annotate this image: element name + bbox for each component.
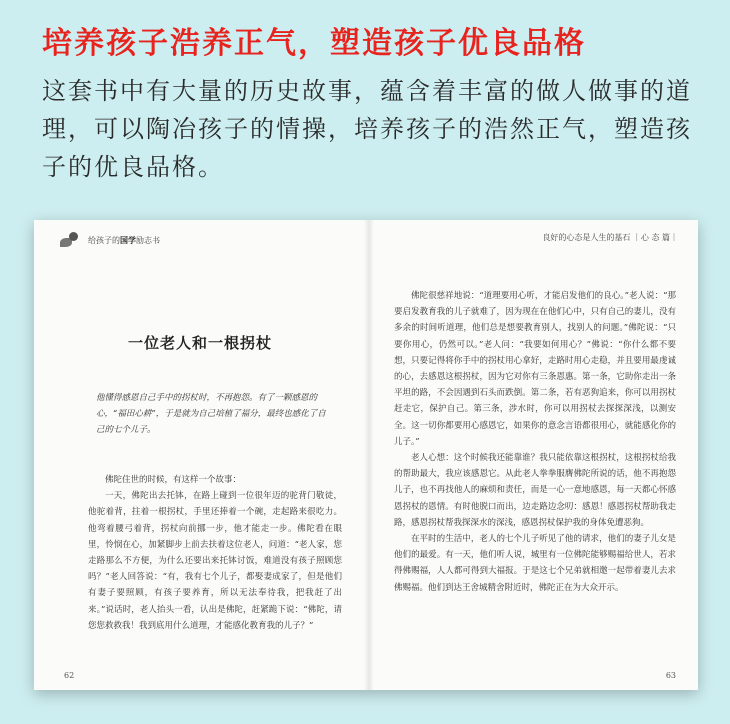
right-page <box>372 220 698 690</box>
paragraph: 老人心想：这个时候我还能靠谁？我只能依靠这根拐杖，这根拐杖给我的帮助最大，我应该感恩它。从此老人拳拳服膺佛陀所说的话，他不再抱怨儿子，也不再找他人的麻烦和责任，而是一心一意地感恩，每一天都心怀感恩拐杖的恩情。有时他脱口而出，边走路边念叨：感恩！感恩拐杖帮助我走路，感恩拐杖帮我探深水的深浅，感恩拐杖保护我的身体免遭恶狗。 <box>394 453 676 528</box>
right-page-body <box>394 288 676 596</box>
left-page-body <box>88 472 342 634</box>
book-series-name: 给孩子的国学励志书 <box>88 234 160 245</box>
chapter-epigraph: 他懂得感恩自己手中的拐杖时，不再抱怨。有了一颗感恩的心，“福田心耕”，于是就为自己培植了福分，最终也感化了自己的七个儿子。 <box>96 393 326 435</box>
page-number-left: 62 <box>64 671 75 680</box>
paragraph: 在平时的生活中，老人的七个儿子听见了他的请求，他们的妻子儿女是他们的最爱。有一天，他们听人说，城里有一位佛陀能够赐福给世人，若求得佛赐福，人人都可得到大福报。于是这七个兄弟就相邀一起带着妻儿去求佛赐福。他们到达王舍城精舍附近时，佛陀正在为大众开示。 <box>394 534 676 593</box>
running-head-right: 良好的心态是人生的基石 ｜心 态 篇｜ <box>542 233 678 242</box>
banner-intro: 这套书中有大量的历史故事，蕴含着丰富的做人做事的道理，可以陶冶孩子的情操，培养孩子的浩然正气，塑造孩子的优良品格。 <box>42 77 692 181</box>
page-number-right: 63 <box>665 671 676 680</box>
banner-headline: 培养孩子浩养正气，塑造孩子优良品格 <box>42 26 586 61</box>
book-spread <box>34 220 698 690</box>
paragraph: 佛陀住世的时候，有这样一个故事： <box>105 475 242 485</box>
running-head-left <box>60 232 160 248</box>
book-logo-icon <box>60 232 84 248</box>
paragraph: 佛陀很慈祥地说：“道理要用心听，才能启发他们的良心。”老人说：“那要启发教育我的儿子就难了，因为现在在他们心中，只有自己的妻儿，没有多余的时间听道理，他们总是想要教育别人，找别人的问题。”佛陀说：“只要你用心，仍然可以。”老人问：“我要如何用心？”佛说：“你什么都不要想，只要记得将你手中的拐杖用心拿好，走路时用心走稳，并且要用最虔诚的心，去感恩这根拐杖，因为它对你有三条恩惠。第一条，它助你走出一条平坦的路，不会因遇到石头而跌倒。第二条，若有恶狗追来，你可以用拐杖赶走它，保护自己。第三条，涉水时，你可以用拐杖去探探深浅，以测安全。这一切你都要用心感恩它，如果你的意念言语都很用心，就能感化你的儿子。” <box>394 291 676 447</box>
left-page <box>34 220 366 690</box>
chapter-title: 一位老人和一根拐杖 <box>127 334 272 352</box>
paragraph: 一天，佛陀出去托钵，在路上碰到一位很年迈的驼背门敬徒，他驼着背，拄着一根拐杖，手里还捧着一个碗，走起路来很吃力。他弯着腰弓着背，拐杖向前挪一步，他才能走一步。佛陀看在眼里，怜悯在心，加紧脚步上前去扶着这位老人，问道：“老人家，您走路那么不方便，为什么还要出来托钵讨饭，难道没有孩子照顾您吗？”老人回答说：“有，我有七个儿子，都娶妻成家了，但是他们有妻子要照顾，有孩子要养育，所以无法奉待我，把我赶了出来。”说话时，老人抬头一看，认出是佛陀，赶紧跪下说：“佛陀，请您您救救我！我到底用什么道理，才能感化教育我的儿子？” <box>88 491 342 631</box>
